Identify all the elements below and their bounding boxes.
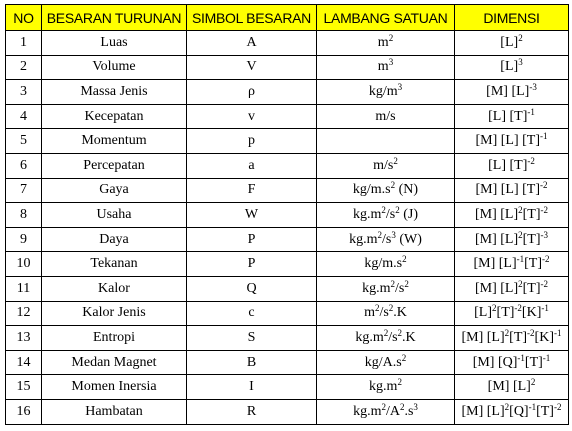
cell-lambang-satuan: m/s bbox=[317, 104, 455, 129]
cell-no: 7 bbox=[6, 178, 42, 203]
cell-simbol-besaran: A bbox=[187, 31, 317, 56]
cell-no: 12 bbox=[6, 301, 42, 326]
header-no: NO bbox=[6, 5, 42, 31]
cell-dimensi: [M] $[L]^2[T]^{-3}$ bbox=[455, 227, 569, 252]
table-row bbox=[6, 276, 569, 301]
cell-simbol-besaran: P bbox=[187, 252, 317, 277]
cell-besaran-turunan: Luas bbox=[42, 31, 187, 56]
cell-lambang-satuan: $kg.m^2/s^2$ bbox=[317, 276, 455, 301]
table-row bbox=[6, 326, 569, 351]
cell-dimensi: $[L]^2$ bbox=[455, 31, 569, 56]
cell-lambang-satuan: $m^3$ bbox=[317, 55, 455, 80]
cell-simbol-besaran: B bbox=[187, 350, 317, 375]
cell-no: 15 bbox=[6, 375, 42, 400]
cell-simbol-besaran: Q bbox=[187, 276, 317, 301]
cell-dimensi: [M] $[L]^2[Q]^{-1}[T]^{-2}$ bbox=[455, 399, 569, 424]
header-simbol-besaran: SIMBOL BESARAN bbox=[187, 5, 317, 31]
header-besaran-turunan: BESARAN TURUNAN bbox=[42, 5, 187, 31]
cell-besaran-turunan: Massa Jenis bbox=[42, 80, 187, 105]
table-row bbox=[6, 203, 569, 228]
cell-lambang-satuan: $m^2/s^2.K$ bbox=[317, 301, 455, 326]
cell-besaran-turunan: Tekanan bbox=[42, 252, 187, 277]
cell-no: 11 bbox=[6, 276, 42, 301]
cell-no: 16 bbox=[6, 399, 42, 424]
cell-besaran-turunan: Hambatan bbox=[42, 399, 187, 424]
cell-dimensi: [M] [L] $[T]^{-1}$ bbox=[455, 129, 569, 154]
header-dimensi: DIMENSI bbox=[455, 5, 569, 31]
table-row bbox=[6, 399, 569, 424]
table-row bbox=[6, 375, 569, 400]
cell-simbol-besaran: I bbox=[187, 375, 317, 400]
header-row bbox=[6, 5, 569, 31]
cell-simbol-besaran: S bbox=[187, 326, 317, 351]
cell-simbol-besaran: p bbox=[187, 129, 317, 154]
cell-dimensi: [M] $[L]^2[T]^{-2}$ bbox=[455, 276, 569, 301]
cell-simbol-besaran: a bbox=[187, 153, 317, 178]
derived-quantities-table bbox=[5, 4, 569, 425]
table-row bbox=[6, 129, 569, 154]
header-lambang-satuan: LAMBANG SATUAN bbox=[317, 5, 455, 31]
cell-dimensi: [L] $[T]^{-2}$ bbox=[455, 153, 569, 178]
cell-no: 13 bbox=[6, 326, 42, 351]
cell-no: 2 bbox=[6, 55, 42, 80]
cell-simbol-besaran: ρ bbox=[187, 80, 317, 105]
cell-simbol-besaran: R bbox=[187, 399, 317, 424]
cell-dimensi: $[L]^3$ bbox=[455, 55, 569, 80]
cell-besaran-turunan: Percepatan bbox=[42, 153, 187, 178]
cell-besaran-turunan: Kecepatan bbox=[42, 104, 187, 129]
cell-no: 9 bbox=[6, 227, 42, 252]
cell-dimensi: [L] $[T]^{-1}$ bbox=[455, 104, 569, 129]
cell-besaran-turunan: Volume bbox=[42, 55, 187, 80]
cell-simbol-besaran: V bbox=[187, 55, 317, 80]
table-row bbox=[6, 301, 569, 326]
cell-besaran-turunan: Usaha bbox=[42, 203, 187, 228]
cell-besaran-turunan: Momentum bbox=[42, 129, 187, 154]
cell-lambang-satuan: $kg/A.s^2$ bbox=[317, 350, 455, 375]
cell-lambang-satuan: $kg.m^2/s^2$ (J) bbox=[317, 203, 455, 228]
cell-dimensi: $[L]^2[T]^{-2}[K]^{-1}$ bbox=[455, 301, 569, 326]
table-row bbox=[6, 178, 569, 203]
cell-lambang-satuan: $kg.m^2/s^2.K$ bbox=[317, 326, 455, 351]
cell-dimensi: [M] [L] $[T]^{-2}$ bbox=[455, 178, 569, 203]
table-row bbox=[6, 104, 569, 129]
cell-dimensi: [M] $[L]^2$ bbox=[455, 375, 569, 400]
cell-dimensi: [M] $[L]^2[T]^{-2}[K]^{-1}$ bbox=[455, 326, 569, 351]
cell-no: 14 bbox=[6, 350, 42, 375]
cell-simbol-besaran: c bbox=[187, 301, 317, 326]
table-row bbox=[6, 153, 569, 178]
cell-besaran-turunan: Entropi bbox=[42, 326, 187, 351]
cell-lambang-satuan: $kg.m^2$ bbox=[317, 375, 455, 400]
table-row bbox=[6, 55, 569, 80]
cell-besaran-turunan: Daya bbox=[42, 227, 187, 252]
cell-lambang-satuan: $kg/m.s^2$ bbox=[317, 252, 455, 277]
table-row bbox=[6, 80, 569, 105]
cell-dimensi: [M] $[L]^{-1}[T]^{-2}$ bbox=[455, 252, 569, 277]
cell-no: 10 bbox=[6, 252, 42, 277]
cell-no: 6 bbox=[6, 153, 42, 178]
table-header bbox=[6, 5, 569, 31]
cell-simbol-besaran: P bbox=[187, 227, 317, 252]
cell-simbol-besaran: F bbox=[187, 178, 317, 203]
cell-lambang-satuan: $kg/m.s^2$ (N) bbox=[317, 178, 455, 203]
cell-no: 8 bbox=[6, 203, 42, 228]
cell-simbol-besaran: v bbox=[187, 104, 317, 129]
cell-lambang-satuan bbox=[317, 129, 455, 154]
cell-lambang-satuan: $kg.m^2/A^2.s^3$ bbox=[317, 399, 455, 424]
cell-dimensi: [M] $[L]^2[T]^{-2}$ bbox=[455, 203, 569, 228]
cell-dimensi: [M] $[Q]^{-1}[T]^{-1}$ bbox=[455, 350, 569, 375]
table-row bbox=[6, 350, 569, 375]
table-row bbox=[6, 31, 569, 56]
table-row bbox=[6, 227, 569, 252]
cell-simbol-besaran: W bbox=[187, 203, 317, 228]
cell-no: 3 bbox=[6, 80, 42, 105]
table-row bbox=[6, 252, 569, 277]
cell-lambang-satuan: $kg/m^3$ bbox=[317, 80, 455, 105]
cell-no: 1 bbox=[6, 31, 42, 56]
cell-lambang-satuan: $m/s^2$ bbox=[317, 153, 455, 178]
cell-no: 5 bbox=[6, 129, 42, 154]
cell-besaran-turunan: Gaya bbox=[42, 178, 187, 203]
cell-dimensi: [M] $[L]^{-3}$ bbox=[455, 80, 569, 105]
cell-lambang-satuan: $m^2$ bbox=[317, 31, 455, 56]
cell-lambang-satuan: $kg.m^2/s^3$ (W) bbox=[317, 227, 455, 252]
cell-no: 4 bbox=[6, 104, 42, 129]
cell-besaran-turunan: Kalor Jenis bbox=[42, 301, 187, 326]
cell-besaran-turunan: Momen Inersia bbox=[42, 375, 187, 400]
cell-besaran-turunan: Medan Magnet bbox=[42, 350, 187, 375]
table-body bbox=[6, 31, 569, 425]
cell-besaran-turunan: Kalor bbox=[42, 276, 187, 301]
